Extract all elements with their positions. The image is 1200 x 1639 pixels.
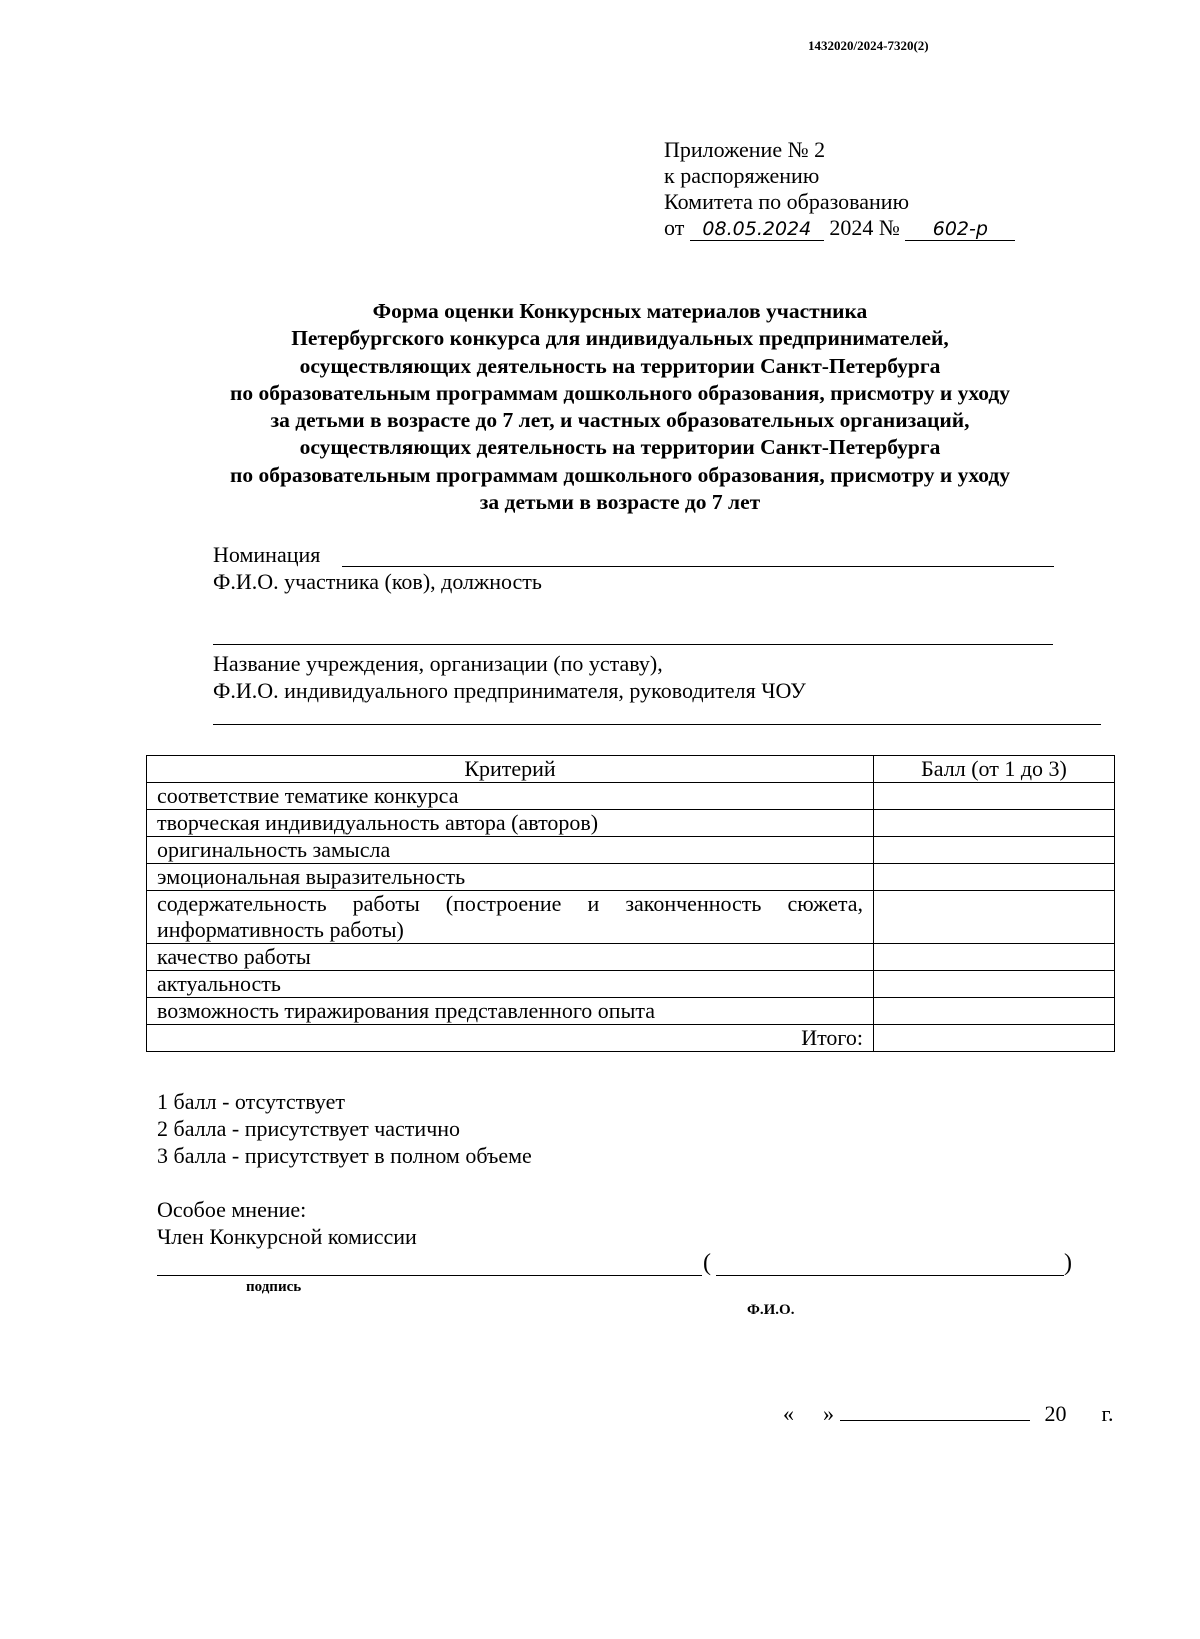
title-line: Форма оценки Конкурсных материалов участника [372, 299, 868, 323]
table-row [147, 998, 1115, 1025]
nomination-line[interactable] [342, 566, 1054, 567]
annex-line-3: Комитета по образованию [664, 189, 910, 214]
criterion-cell: соответствие тематике конкурса [147, 783, 874, 810]
score-cell[interactable] [874, 998, 1115, 1025]
participant-line[interactable] [213, 644, 1053, 645]
date-open-quote: « [783, 1401, 794, 1426]
nomination-label: Номинация [213, 542, 321, 567]
annex-date-line [664, 215, 1015, 241]
fio-line[interactable] [716, 1275, 1064, 1276]
opinion-block [157, 1196, 417, 1250]
score-cell[interactable] [874, 944, 1115, 971]
score-cell[interactable] [874, 971, 1115, 998]
annex-year-number: 2024 № [829, 215, 900, 240]
fio-open-paren: ( [703, 1250, 711, 1276]
criterion-cell: возможность тиражирования представленного опыта [147, 998, 874, 1025]
title-line: по образовательным программам дошкольного образования, присмотру и уходу [229, 462, 1011, 487]
score-cell[interactable] [874, 837, 1115, 864]
annex-line-1: Приложение № 2 [664, 137, 826, 162]
table-row [147, 864, 1115, 891]
legend-item: 1 балл - отсутствует [157, 1089, 345, 1114]
criteria-table [146, 755, 1115, 1052]
fio-close-paren: ) [1064, 1250, 1072, 1276]
date-month-line[interactable] [840, 1400, 1030, 1421]
criterion-cell: оригинальность замысла [147, 837, 874, 864]
table-total-row [147, 1025, 1115, 1052]
total-label: Итого: [147, 1025, 874, 1052]
score-cell[interactable] [874, 810, 1115, 837]
header-score: Балл (от 1 до 3) [874, 756, 1115, 783]
date-close-quote: » [823, 1401, 834, 1426]
criterion-cell: эмоциональная выразительность [147, 864, 874, 891]
date-century: 20 [1044, 1401, 1067, 1426]
table-row [147, 971, 1115, 998]
criterion-cell: содержательность работы (построение и законченность сюжета, информативность работы) [147, 891, 874, 944]
signature-label: подпись [246, 1279, 302, 1295]
signature-line[interactable] [157, 1275, 702, 1276]
total-score-cell[interactable] [874, 1025, 1115, 1052]
date-line [783, 1400, 1114, 1427]
table-header-row [147, 756, 1115, 783]
annex-from-prefix: от [664, 215, 685, 240]
title-line: по образовательным программам дошкольного образования, присмотру и уходу [229, 380, 1011, 405]
institution-label-1: Название учреждения, организации (по уставу), [213, 651, 663, 676]
legend-item: 2 балла - присутствует частично [157, 1116, 461, 1141]
header-criterion: Критерий [147, 756, 874, 783]
participant-label: Ф.И.О. участника (ков), должность [213, 569, 542, 594]
title-line: осуществляющих деятельность на территории Санкт-Петербурга [299, 353, 941, 378]
title-line: Петербургского конкурса для индивидуальных предпринимателей, [291, 326, 949, 351]
table-row [147, 783, 1115, 810]
legend-item: 3 балла - присутствует в полном объеме [157, 1143, 532, 1168]
score-cell[interactable] [874, 783, 1115, 810]
institution-line[interactable] [213, 724, 1101, 725]
score-cell[interactable] [874, 864, 1115, 891]
table-row [147, 944, 1115, 971]
annex-handwritten-date: 08.05.2024 [690, 218, 824, 241]
annex-block [664, 137, 1015, 241]
title-line: за детьми в возрасте до 7 лет [479, 490, 761, 515]
document-number: 1432020/2024-7320(2) [808, 38, 929, 53]
score-cell[interactable] [874, 891, 1115, 944]
criterion-cell: творческая индивидуальность автора (авторов) [147, 810, 874, 837]
table-row [147, 891, 1115, 944]
fio-label: Ф.И.О. [747, 1302, 795, 1318]
commission-member-label: Член Конкурсной комиссии [157, 1224, 417, 1249]
table-row [147, 837, 1115, 864]
criterion-cell: качество работы [147, 944, 874, 971]
title-line: осуществляющих деятельность на территории Санкт-Петербурга [299, 435, 941, 460]
annex-line-2: к распоряжению [664, 163, 820, 188]
table-row [147, 810, 1115, 837]
form-title [160, 298, 1080, 516]
criterion-cell: актуальность [147, 971, 874, 998]
institution-label-2: Ф.И.О. индивидуального предпринимателя, руководителя ЧОУ [213, 678, 806, 703]
score-legend [157, 1088, 532, 1169]
title-line: за детьми в возрасте до 7 лет, и частных образовательных организаций, [270, 408, 970, 433]
annex-handwritten-number: 602-р [905, 218, 1015, 241]
date-year-suffix: г. [1101, 1401, 1114, 1426]
special-opinion-label: Особое мнение: [157, 1197, 307, 1222]
